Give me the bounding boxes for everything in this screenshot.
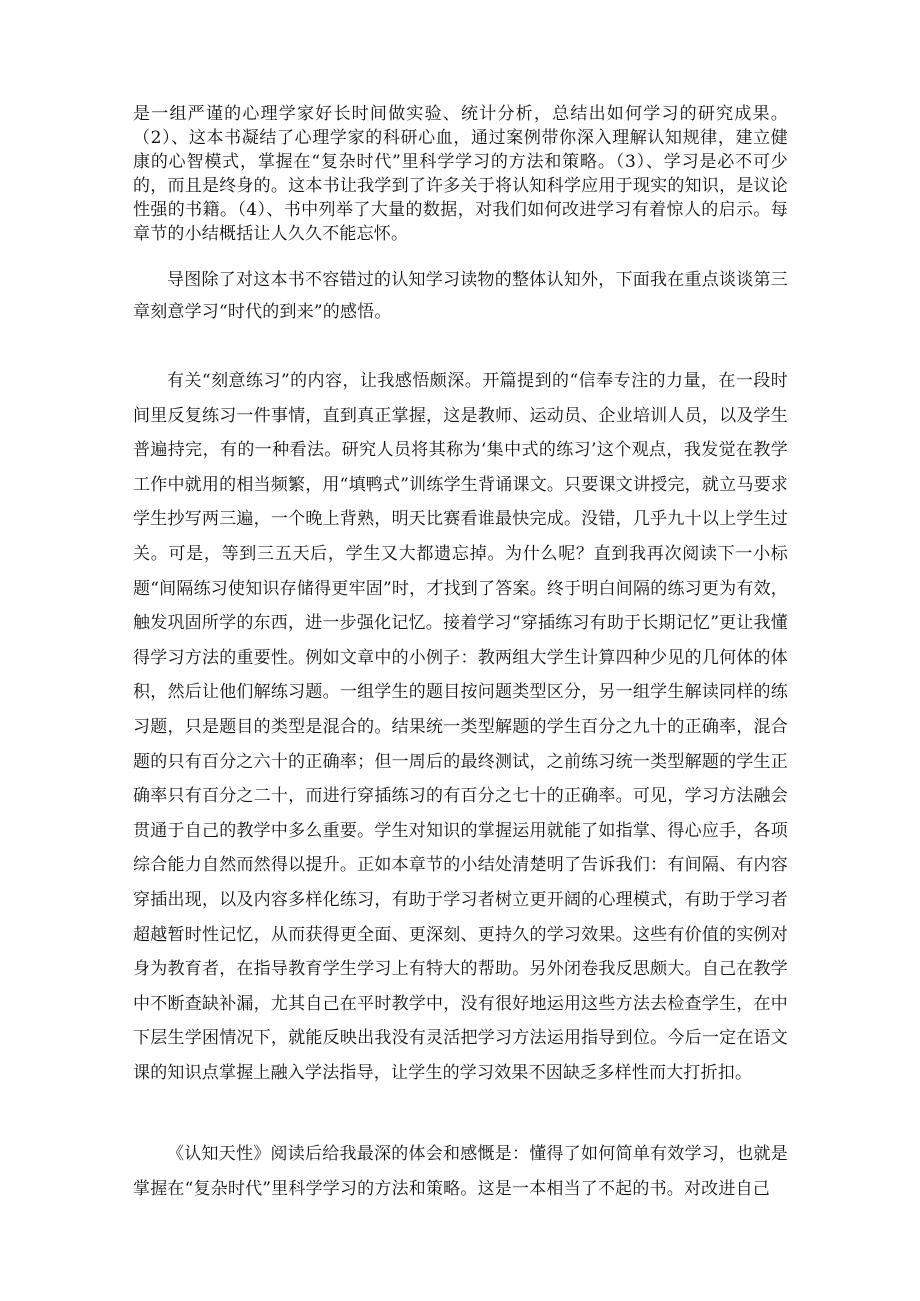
paragraph-mind-map-intro: 导图除了对这本书不容错过的认知学习读物的整体认知外，下面我在重点谈谈第三章刻意学习“时代的到来”的感悟。 — [133, 270, 788, 322]
paragraph-conclusion: 《认知天性》阅读后给我最深的体会和感慨是：懂得了如何简单有效学习，也就是掌握在“复杂时代”里科学学习的方法和策略。这是一本相当了不起的书。对改进自己 — [133, 1144, 788, 1199]
paragraph-summary-points: 是一组严谨的心理学家好长时间做实验、统计分析，总结出如何学习的研究成果。（2）、这本书凝结了心理学家的科研心血，通过案例带你深入理解认知规律，建立健康的心智模式，掌握在“复杂时代”里科学学习的方法和策略。（3）、学习是必不可少的，而且是终身的。这本书让我学到了许多关于将认知科学应用于现实的知识，是议论性强的书籍。（4）、书中列举了大量的数据，对我们如何改进学习有着惊人的启示。每章节的小结概括让人久久不能忘怀。 — [133, 104, 788, 244]
paragraph-deliberate-practice: 有关“刻意练习”的内容，让我感悟颇深。开篇提到的“信奉专注的力量，在一段时间里反复练习一件事情，直到真正掌握，这是教师、运动员、企业培训人员，以及学生普遍持完，有的一种看法。研究人员将其称为‘集中式的练习’这个观点，我发觉在教学工作中就用的相当频繁，用“填鸭式”训练学生背诵课文。只要课文讲授完，就立马要求学生抄写两三遍，一个晚上背熟，明天比赛看谁最快完成。没错，几乎九十以上学生过关。可是，等到三五天后，学生又大都遗忘掉。为什么呢？直到我再次阅读下一小标题“间隔练习使知识存储得更牢固”时，才找到了答案。终于明白间隔的练习更为有效，触发巩固所学的东西，进一步强化记忆。接着学习“穿插练习有助于长期记忆”更让我懂得学习方法的重要性。例如文章中的小例子：教两组大学生计算四种少见的几何体的体积，然后让他们解练习题。一组学生的题目按问题类型区分，另一组学生解读同样的练习题，只是题目的类型是混合的。结果统一类型解题的学生百分之九十的正确率，混合题的只有百分之六十的正确率；但一周后的最终测试，之前练习统一类型解题的学生正确率只有百分之二十，而进行穿插练习的有百分之七十的正确率。可见，学习方法融会贯通于自己的教学中多么重要。学生对知识的掌握运用就能了如指掌、得心应手，各项综合能力自然而然得以提升。正如本章节的小结处清楚明了告诉我们：有间隔、有内容穿插出现，以及内容多样化练习，有助于学习者树立更开阔的心理模式，有助于学习者超越暂时性记忆，从而获得更全面、更深刻、更持久的学习效果。这些有价值的实例对身为教育者，在指导教育学生学习上有特大的帮助。另外闭卷我反思颇大。自己在教学中不断查缺补漏，尤其自己在平时教学中，没有很好地运用这些方法去检查学生，在中下层生学困情况下，就能反映出我没有灵活把学习方法运用指导到位。今后一定在语文课的知识点掌握上融入学法指导，让学生的学习效果不因缺乏多样性而大打折扣。 — [133, 371, 788, 1083]
